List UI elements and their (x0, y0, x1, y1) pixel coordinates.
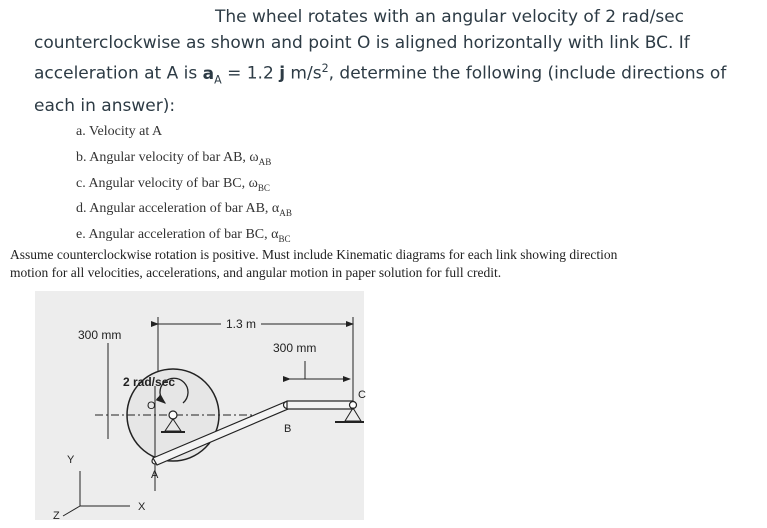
label-a: A (151, 469, 159, 481)
mechanism-figure (35, 291, 364, 520)
question-item: b. Angular velocity of bar AB, $\omega_{AB}$ (76, 149, 272, 167)
label-c: C (358, 389, 366, 401)
link-bc (287, 401, 353, 409)
dim-span-label: 1.3 m (225, 317, 257, 331)
dim-wheel-label: 300 mm (78, 328, 122, 342)
accel-post: , determine the following (include directions of (328, 63, 727, 84)
question-item: c. Angular velocity of bar BC, $\omega_{BC}$ (76, 175, 270, 193)
question-item: d. Angular acceleration of bar AB, $\alpha_{AB}$ (76, 201, 292, 219)
instructions-line-2: motion for all velocities, accelerations, and angular motion in paper solution for full credit. (10, 265, 502, 280)
accel-unit-vector: j (279, 63, 286, 84)
question-list (76, 121, 292, 250)
accel-text: acceleration at A is (34, 63, 203, 84)
axis-z-label: Z (53, 510, 60, 522)
question-item: e. Angular acceleration of bar BC, $\alpha_{BC}$ (76, 227, 291, 244)
problem-statement (34, 4, 754, 119)
accel-unit: m/s (285, 63, 322, 84)
label-b: B (284, 423, 292, 435)
instructions (10, 246, 767, 282)
axis-z-line (63, 506, 80, 516)
accel-var: $a_A$ (202, 63, 222, 87)
axis-y-label: Y (67, 454, 75, 466)
label-o: O (147, 400, 156, 412)
question-item: a. Velocity at A (76, 124, 163, 139)
problem-line-1: The wheel rotates with an angular velocity of 2 rad/sec (215, 7, 685, 27)
accel-exponent: 2 (321, 62, 329, 75)
problem-line-3 (34, 56, 754, 93)
dim-bc-label: 300 mm (273, 341, 317, 355)
mechanism-diagram (35, 291, 364, 520)
axis-x-label: X (138, 501, 146, 513)
problem-line-4: each in answer): (34, 96, 176, 117)
problem-line-2: counterclockwise as shown and point O is aligned horizontally with link BC. If (34, 33, 690, 53)
omega-label: 2 rad/sec (123, 375, 176, 389)
pivot-o (169, 411, 177, 419)
accel-eq: = 1.2 (221, 63, 280, 84)
instructions-line-1: Assume counterclockwise rotation is positive. Must include Kinematic diagrams for each link showing direction (10, 247, 618, 262)
